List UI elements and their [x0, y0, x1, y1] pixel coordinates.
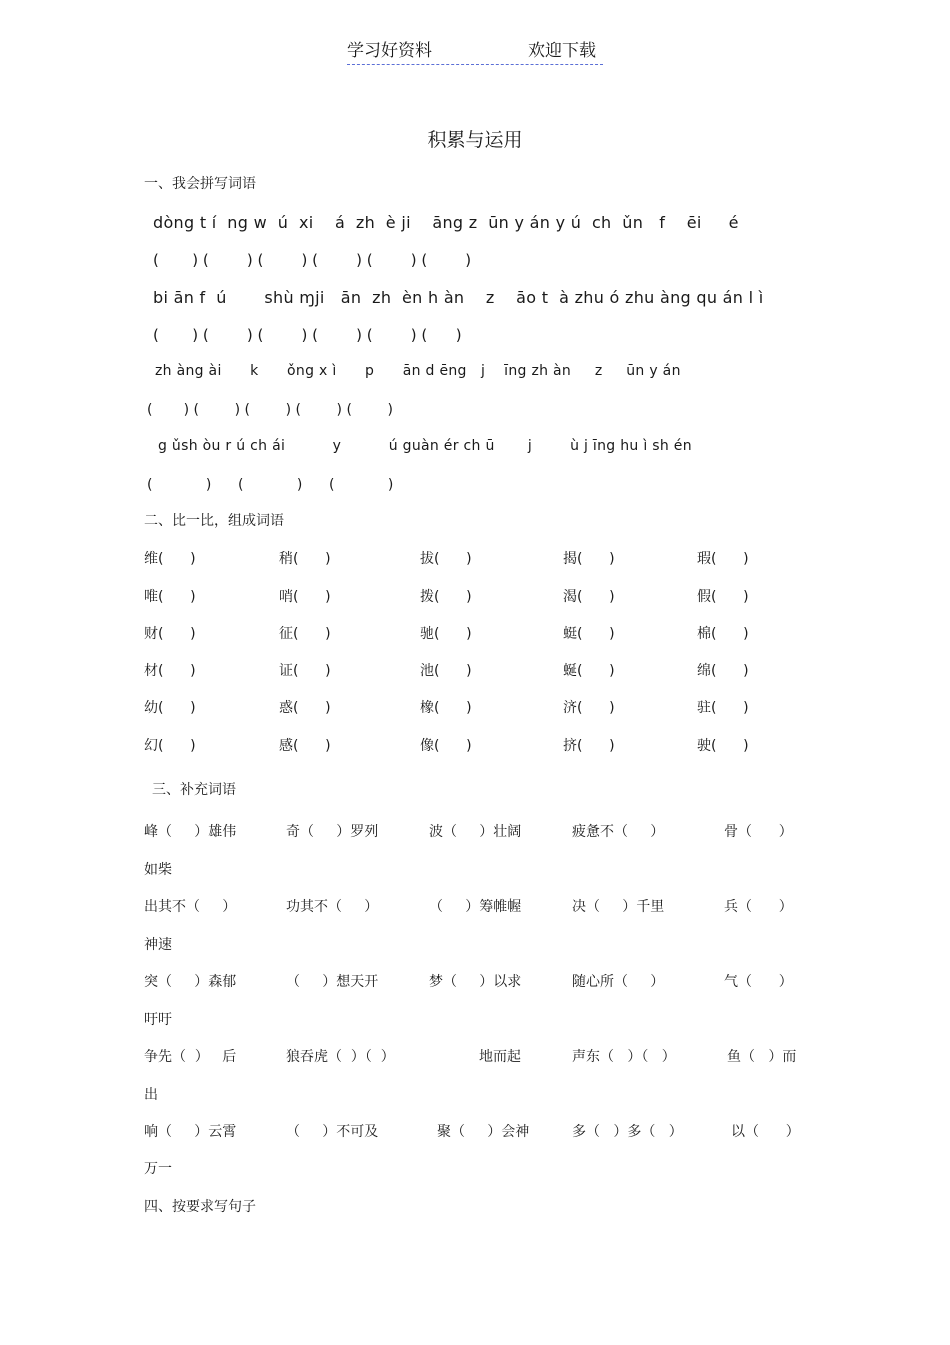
- compare-item: 假( ): [697, 589, 749, 605]
- idiom-item: 声东（ ）（ ）: [572, 1049, 676, 1065]
- compare-item: 挤( ): [563, 738, 615, 754]
- idiom-item: 出其不（ ）: [144, 899, 237, 915]
- compare-item: 驰( ): [420, 626, 472, 642]
- idiom-item: 以（ ）: [731, 1124, 800, 1140]
- compare-item: 维( ): [144, 551, 196, 567]
- idiom-item: 狼吞虎（ ）（ ）: [286, 1049, 395, 1065]
- compare-item: 惑( ): [279, 700, 331, 716]
- compare-item: 济( ): [563, 700, 615, 716]
- bracket-row-4: ( ) ( ) ( ): [147, 477, 394, 493]
- idiom-item: （ ）不可及: [286, 1124, 379, 1140]
- idiom-item: 骨（ ）: [724, 824, 793, 840]
- pinyin-row-1: dòng t í ng w ú xi á zh è ji āng z ūn y án y ú ch ǔn f ēi é: [153, 213, 739, 232]
- compare-item: 唯( ): [144, 589, 196, 605]
- pinyin-row-3: zh àng ài k ǒng x ì p ān d ēng j īng zh àn z ūn y án: [155, 363, 681, 379]
- idiom-wrap-text: 如柴: [144, 862, 172, 878]
- compare-item: 材( ): [144, 663, 196, 679]
- compare-item: 蜒( ): [563, 663, 615, 679]
- compare-item: 池( ): [420, 663, 472, 679]
- compare-item: 绵( ): [697, 663, 749, 679]
- idiom-item: 决（ ）千里: [572, 899, 665, 915]
- idiom-item: 聚（ ）会神: [437, 1124, 530, 1140]
- compare-item: 哨( ): [279, 589, 331, 605]
- compare-item: 橡( ): [420, 700, 472, 716]
- compare-item: 揭( ): [563, 551, 615, 567]
- section1-heading: 一、我会拼写词语: [144, 176, 256, 192]
- idiom-item: （ ）想天开: [286, 974, 379, 990]
- idiom-item: 奇（ ）罗列: [286, 824, 379, 840]
- compare-item: 稍( ): [279, 551, 331, 567]
- pinyin-row-2: bi ān f ú shù ɱji ān zh èn h àn z āo t à zhu ó zhu àng qu án l ì: [153, 288, 764, 307]
- compare-item: 证( ): [279, 663, 331, 679]
- idiom-wrap-text: 神速: [144, 937, 172, 953]
- idiom-item: 随心所（ ）: [572, 974, 665, 990]
- compare-item: 瑕( ): [697, 551, 749, 567]
- idiom-wrap-text: 出: [144, 1087, 158, 1103]
- compare-item: 驻( ): [697, 700, 749, 716]
- compare-item: 棉( ): [697, 626, 749, 642]
- idiom-wrap-text: 吁吁: [144, 1012, 172, 1028]
- header-divider: [347, 64, 603, 65]
- idiom-item: （ ）筹帷幄: [429, 899, 522, 915]
- compare-item: 渴( ): [563, 589, 615, 605]
- bracket-row-3: ( ) ( ) ( ) ( ) ( ): [147, 402, 393, 418]
- bracket-row-1: ( ) ( ) ( ) ( ) ( ) ( ): [153, 251, 472, 269]
- idiom-item: 鱼（ ）而: [727, 1049, 797, 1065]
- idiom-item: 响（ ）云霄: [144, 1124, 237, 1140]
- idiom-item: 梦（ ）以求: [429, 974, 522, 990]
- idiom-item: 多（ ）多（ ）: [572, 1124, 683, 1140]
- compare-item: 幼( ): [144, 700, 196, 716]
- compare-item: 财( ): [144, 626, 196, 642]
- pinyin-row-4: g ǔsh òu r ú ch ái y ú guàn ér ch ū j ù j īng hu ì sh én: [158, 438, 692, 454]
- idiom-item: 疲惫不（ ）: [572, 824, 665, 840]
- section2-heading: 二、比一比，组成词语: [144, 513, 284, 529]
- section3-heading: 三、补充词语: [152, 782, 236, 798]
- page-title: 积累与运用: [427, 129, 523, 151]
- section4-heading: 四、按要求写句子: [144, 1199, 256, 1215]
- compare-item: 感( ): [279, 738, 331, 754]
- idiom-item: 突（ ）森郁: [144, 974, 237, 990]
- idiom-item: 波（ ）壮阔: [429, 824, 522, 840]
- compare-item: 蜓( ): [563, 626, 615, 642]
- idiom-item: 兵（ ）: [724, 899, 793, 915]
- compare-item: 驶( ): [697, 738, 749, 754]
- idiom-item: 气（ ）: [724, 974, 793, 990]
- compare-item: 幻( ): [144, 738, 196, 754]
- compare-item: 征( ): [279, 626, 331, 642]
- compare-item: 像( ): [420, 738, 472, 754]
- idiom-item: 峰（ ）雄伟: [144, 824, 237, 840]
- bracket-row-2: ( ) ( ) ( ) ( ) ( ) ( ): [153, 326, 462, 344]
- header-left-text: 学习好资料: [347, 41, 432, 61]
- idiom-item: 功其不（ ）: [286, 899, 379, 915]
- header-right-text: 欢迎下载: [528, 41, 596, 61]
- compare-item: 拨( ): [420, 589, 472, 605]
- idiom-wrap-text: 万一: [144, 1161, 172, 1177]
- idiom-item: 争先（ ） 后: [144, 1049, 237, 1065]
- idiom-item: 地而起: [479, 1049, 521, 1065]
- compare-item: 拔( ): [420, 551, 472, 567]
